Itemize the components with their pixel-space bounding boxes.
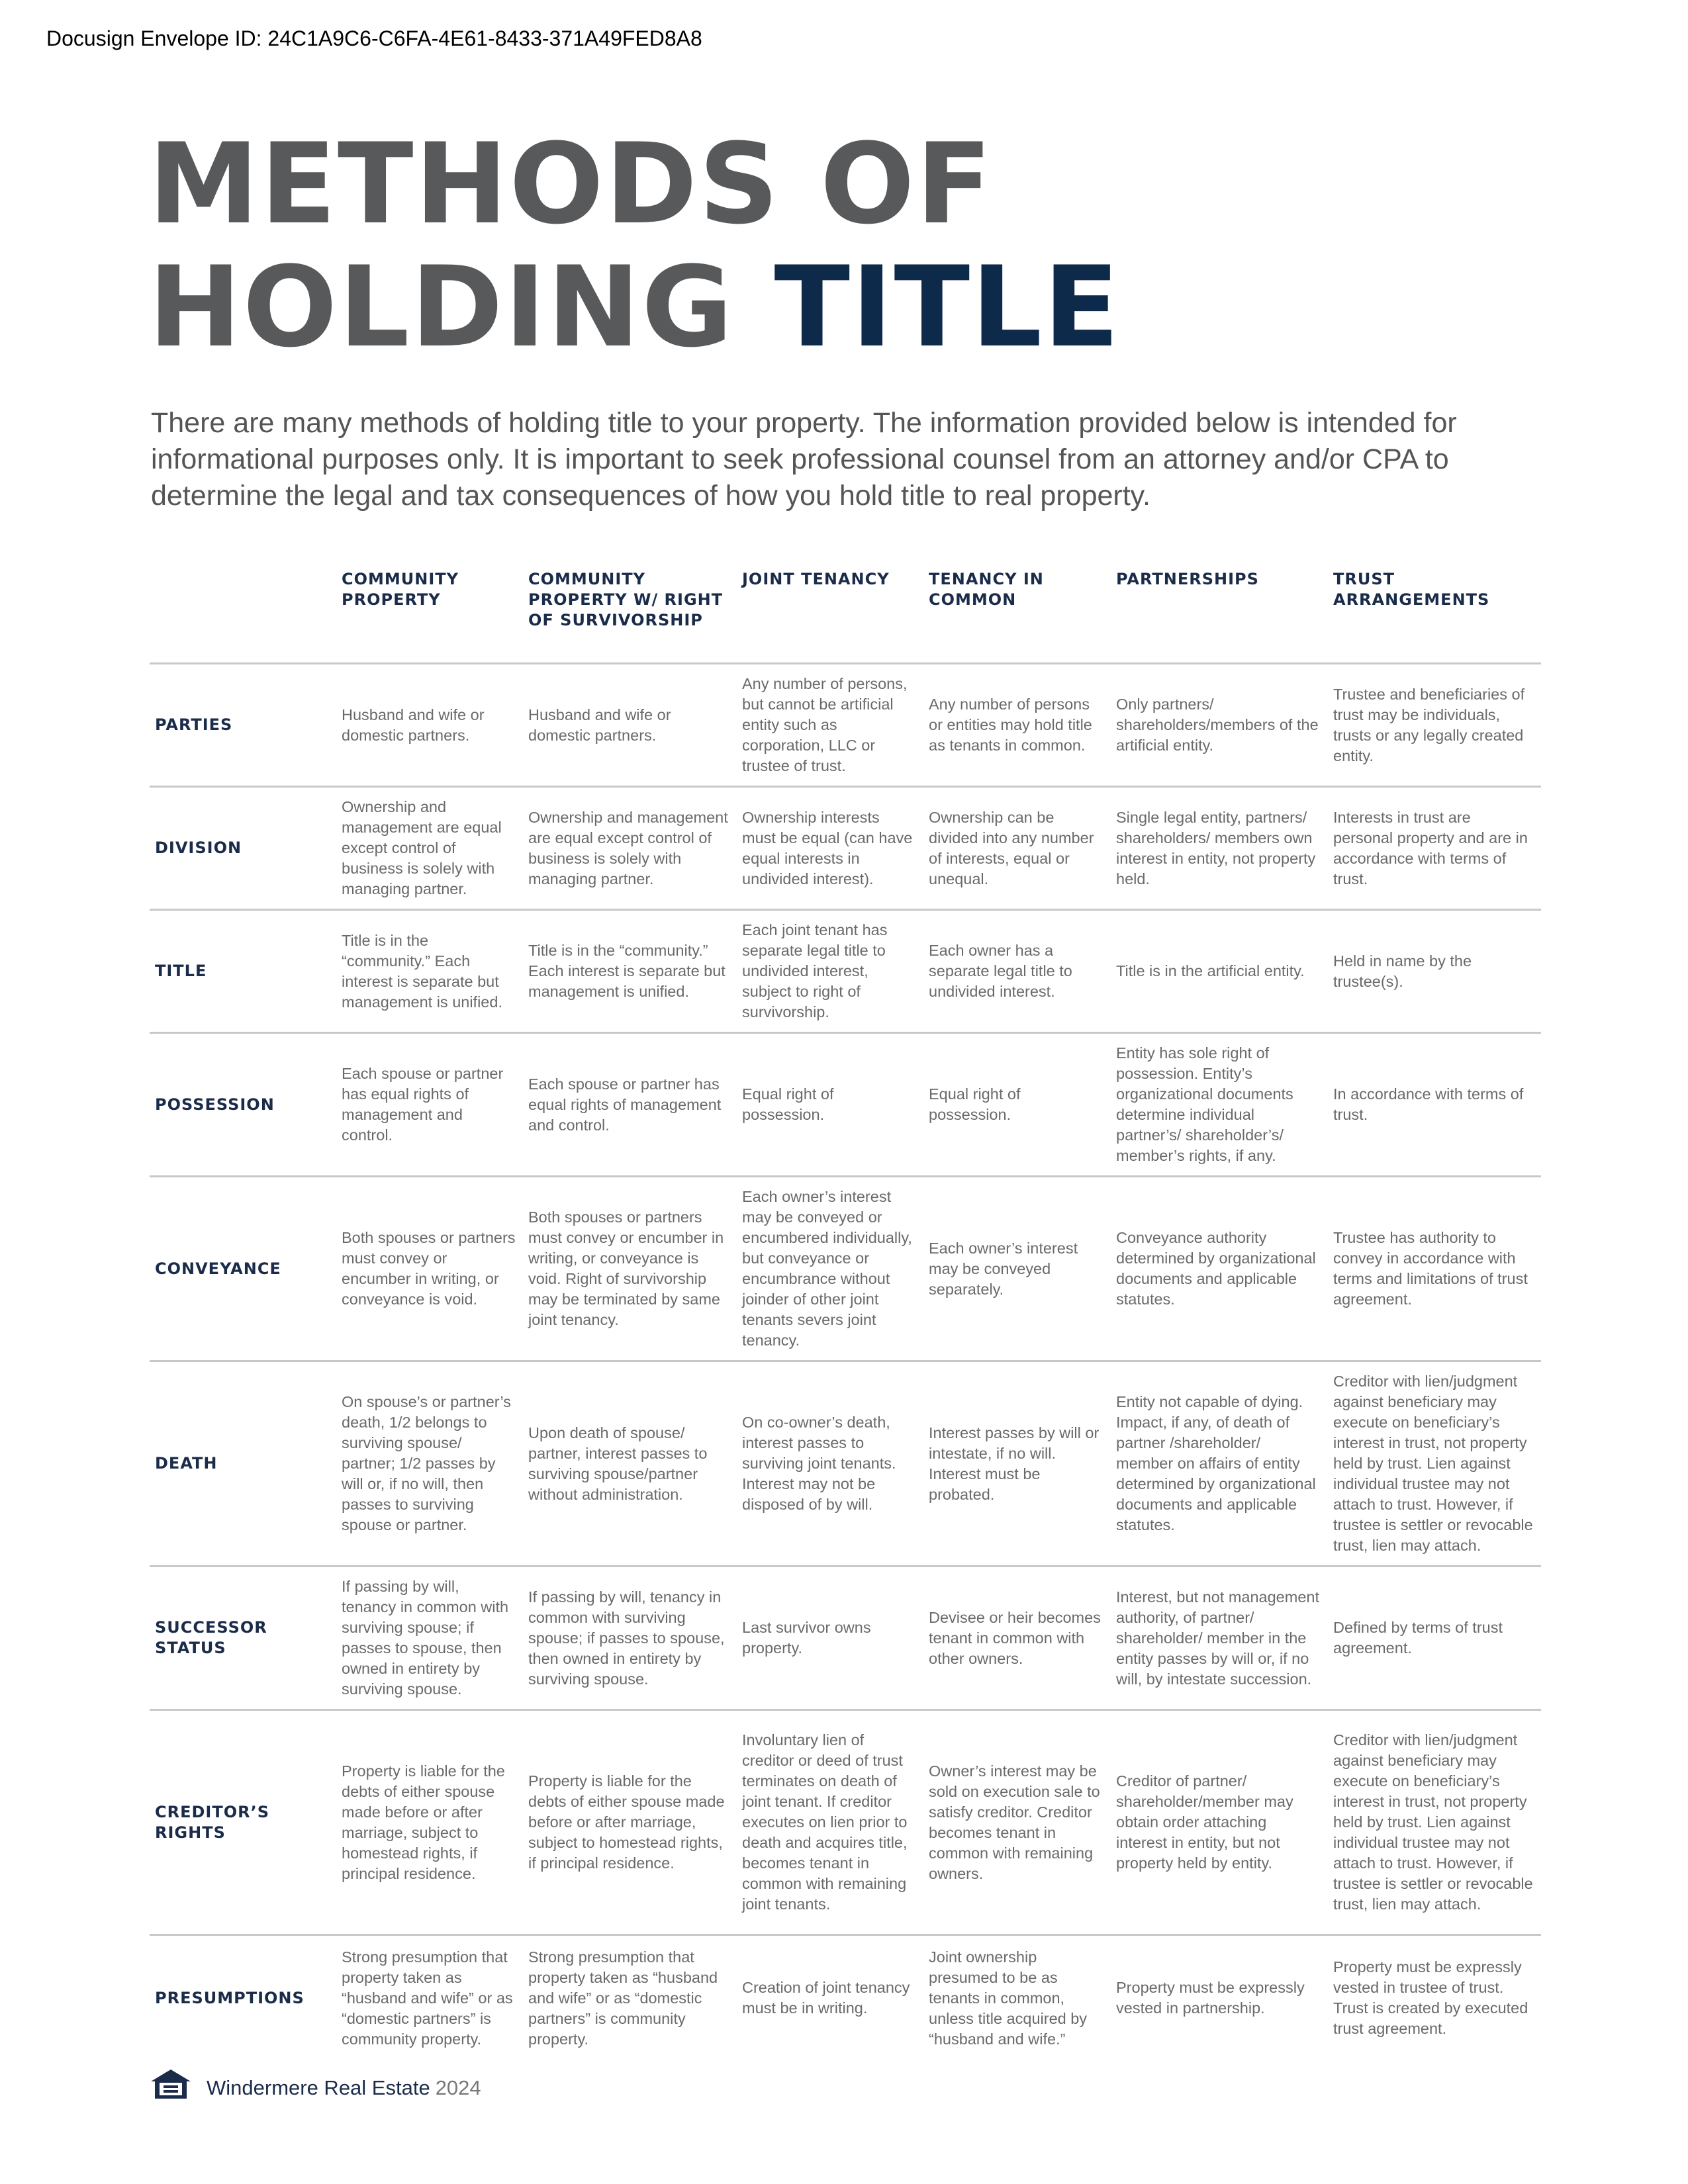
table-cell: Both spouses or partners must convey or encumber in writing, or conveyance is void. Right of survivorship may be terminated by same joint tenancy. [523, 1177, 737, 1361]
table-cell: If passing by will, tenancy in common with surviving spouse; if passes to spouse, then owned in entirety by surviving spouse. [336, 1567, 523, 1710]
table-cell: Each spouse or partner has equal rights of management and control. [336, 1033, 523, 1177]
footer-brand: Windermere Real Estate [207, 2076, 430, 2099]
table-cell: Husband and wife or domestic partners. [523, 664, 737, 787]
table-cell: Title is in the “community.” Each interest is separate but management is unified. [336, 910, 523, 1033]
table-cell: Ownership interests must be equal (can have equal interests in undivided interest). [737, 787, 923, 910]
table-cell: On spouse’s or partner’s death, 1/2 belongs to surviving spouse/ partner; 1/2 passes by will or, if no will, then passes to surviving spouse or partner. [336, 1361, 523, 1567]
row-label: SUCCESSOR STATUS [150, 1567, 336, 1710]
footer-year: 2024 [435, 2076, 481, 2099]
table-row [150, 1033, 1541, 1177]
table-cell: Strong presumption that property taken as “husband and wife” or as “domestic partners” is community property. [342, 1948, 513, 2048]
title-line-2 [148, 242, 1121, 372]
column-header: COMMUNITY PROPERTY W/ RIGHT OF SURVIVORSHIP [523, 563, 737, 664]
table-cell: Defined by terms of trust agreement. [1328, 1567, 1541, 1710]
table-cell: Owner’s interest may be sold on execution sale to satisfy creditor. Creditor becomes tenant in common with remaining owners. [923, 1710, 1111, 1935]
equal-housing-icon [150, 2068, 192, 2100]
table-cell: Each owner’s interest may be conveyed separately. [923, 1177, 1111, 1361]
table-cell: Each joint tenant has separate legal title to undivided interest, subject to right of survivorship. [737, 910, 923, 1033]
envelope-id: Docusign Envelope ID: 24C1A9C6-C6FA-4E61-8433-371A49FED8A8 [46, 26, 702, 50]
row-label: TITLE [150, 910, 336, 1033]
title-holding: HOLDING [148, 242, 774, 372]
table-cell: Any number of persons or entities may hold title as tenants in common. [923, 664, 1111, 787]
table-cell: Ownership can be divided into any number of interests, equal or unequal. [923, 787, 1111, 910]
table-cell: Title is in the artificial entity. [1111, 910, 1328, 1033]
table-cell: Held in name by the trustee(s). [1328, 910, 1541, 1033]
table-cell: If passing by will, tenancy in common with surviving spouse; if passes to spouse, then owned in entirety by surviving spouse. [523, 1567, 737, 1710]
column-header: JOINT TENANCY [737, 563, 923, 664]
row-label: PARTIES [150, 664, 336, 787]
table-cell: Title is in the “community.” Each interest is separate but management is unified. [523, 910, 737, 1033]
table-cell: Creditor of partner/ shareholder/member may obtain order attaching interest in entity, but not property held by entity. [1111, 1710, 1328, 1935]
table-cell: Property must be expressly vested in trustee of trust. Trust is created by executed trust agreement. [1333, 1958, 1528, 2038]
table-cell: On co-owner’s death, interest passes to surviving joint tenants. Interest may not be disposed of by will. [737, 1361, 923, 1567]
table-row [150, 1710, 1541, 1935]
table-cell: Upon death of spouse/ partner, interest passes to surviving spouse/partner without administration. [523, 1361, 737, 1567]
row-label: DEATH [150, 1361, 336, 1567]
table-row [150, 910, 1541, 1033]
table-row [150, 664, 1541, 787]
table-row [150, 1935, 1541, 2061]
title-line-1: METHODS OF [148, 119, 994, 249]
table-cell: Ownership and management are equal except control of business is solely with managing partner. [336, 787, 523, 910]
table-cell: Property is liable for the debts of either spouse made before or after marriage, subject to homestead rights, if principal residence. [336, 1710, 523, 1935]
column-header: COMMUNITY PROPERTY [336, 563, 523, 664]
table-cell: Interest passes by will or intestate, if no will. Interest must be probated. [923, 1361, 1111, 1567]
table-cell: Entity not capable of dying. Impact, if any, of death of partner /shareholder/ member on affairs of entity determined by organizational documents and applicable statutes. [1111, 1361, 1328, 1567]
row-label: DIVISION [150, 787, 336, 910]
table-cell: Interest, but not management authority, of partner/ shareholder/ member in the entity passes by will or, if no will, by intestate succession. [1111, 1567, 1328, 1710]
table-row [150, 787, 1541, 910]
table-cell: Creditor with lien/judgment against beneficiary may execute on beneficiary’s interest in trust, not property held by trust. Lien against individual trustee may not attach to trust. However, if trustee is settler or revocable trust, lien may attach. [1328, 1361, 1541, 1567]
table-cell: Both spouses or partners must convey or encumber in writing, or conveyance is void. [336, 1177, 523, 1361]
header-blank [150, 563, 336, 664]
table-cell: Only partners/ shareholders/members of the artificial entity. [1111, 664, 1328, 787]
holding-title-table [150, 563, 1541, 2061]
title-accent: TITLE [774, 242, 1121, 372]
table-cell: Entity has sole right of possession. Entity’s organizational documents determine individual partner’s/ shareholder’s/ member’s rights, if any. [1111, 1033, 1328, 1177]
table-row [150, 1177, 1541, 1361]
table-row [150, 1361, 1541, 1567]
row-label: PRESUMPTIONS [155, 1988, 305, 2007]
table-cell: Equal right of possession. [737, 1033, 923, 1177]
table-header-row [150, 563, 1541, 664]
table-cell: Creation of joint tenancy must be in writing. [742, 1979, 910, 2017]
table-row [150, 1567, 1541, 1710]
table-cell: Last survivor owns property. [737, 1567, 923, 1710]
table-cell: In accordance with terms of trust. [1328, 1033, 1541, 1177]
footer [150, 2068, 481, 2100]
column-header: TENANCY IN COMMON [923, 563, 1111, 664]
table-cell: Each owner’s interest may be conveyed or encumbered individually, but conveyance or encumbrance without joinder of other joint tenants severs joint tenancy. [737, 1177, 923, 1361]
table-cell: Equal right of possession. [923, 1033, 1111, 1177]
table-cell: Property must be expressly vested in partnership. [1116, 1979, 1305, 2017]
table-cell: Trustee and beneficiaries of trust may be individuals, trusts or any legally created entity. [1328, 664, 1541, 787]
table-cell: Each spouse or partner has equal rights of management and control. [523, 1033, 737, 1177]
table-cell: Trustee has authority to convey in accordance with terms and limitations of trust agreement. [1328, 1177, 1541, 1361]
column-header: TRUST ARRANGEMENTS [1328, 563, 1541, 664]
table-cell: Joint ownership presumed to be as tenants in common, unless title acquired by “husband and wife.” [929, 1948, 1088, 2048]
table-cell: Involuntary lien of creditor or deed of trust terminates on death of joint tenant. If creditor executes on lien prior to death and acquires title, becomes tenant in common with remaining joint tenants. [737, 1710, 923, 1935]
table-cell: Devisee or heir becomes tenant in common with other owners. [923, 1567, 1111, 1710]
table-cell: Any number of persons, but cannot be artificial entity such as corporation, LLC or trustee of trust. [737, 664, 923, 787]
table-cell: Strong presumption that property taken as “husband and wife” or as “domestic partners” is community property. [528, 1948, 718, 2048]
column-header: PARTNERSHIPS [1111, 563, 1328, 664]
page-title [148, 119, 1121, 372]
row-label: CREDITOR’S RIGHTS [150, 1710, 336, 1935]
row-label: CONVEYANCE [150, 1177, 336, 1361]
table-cell: Interests in trust are personal property and are in accordance with terms of trust. [1328, 787, 1541, 910]
intro-paragraph: There are many methods of holding title to your property. The information provided below is intended for informational purposes only. It is important to seek professional counsel from an attorney and/or CPA to determine the legal and tax consequences of how you hold title to real property. [151, 407, 1457, 512]
table-cell: Property is liable for the debts of either spouse made before or after marriage, subject to homestead rights, if principal residence. [523, 1710, 737, 1935]
table-cell: Each owner has a separate legal title to undivided interest. [923, 910, 1111, 1033]
table-cell: Conveyance authority determined by organizational documents and applicable statutes. [1111, 1177, 1328, 1361]
row-label: POSSESSION [150, 1033, 336, 1177]
table-cell: Ownership and management are equal except control of business is solely with managing partner. [523, 787, 737, 910]
table-cell: Husband and wife or domestic partners. [336, 664, 523, 787]
table-cell: Creditor with lien/judgment against beneficiary may execute on beneficiary’s interest in trust, not property held by trust. Lien against individual trustee may not attach to trust. However, if trustee is settler or revocable trust, lien may attach. [1328, 1710, 1541, 1935]
table-cell: Single legal entity, partners/ shareholders/ members own interest in entity, not property held. [1111, 787, 1328, 910]
